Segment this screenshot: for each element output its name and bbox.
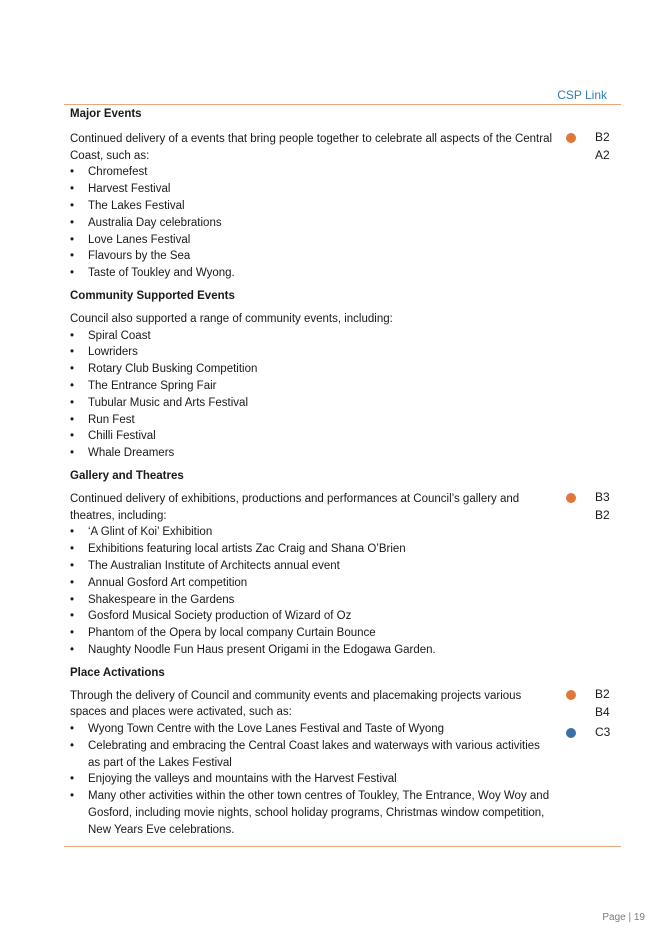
section-intro: Council also supported a range of community events, including: — [70, 312, 393, 325]
bullet-list — [70, 164, 554, 282]
section-title: Place Activations — [70, 666, 165, 679]
bullet-list — [70, 328, 554, 462]
page-number: Page | 19 — [602, 912, 645, 923]
list-item: • Chromefest — [70, 164, 554, 181]
csp-code: B2 — [595, 687, 610, 701]
list-item: • Love Lanes Festival — [70, 232, 554, 249]
csp-code: B2 — [595, 508, 610, 522]
list-item: • Taste of Toukley and Wyong. — [70, 265, 554, 282]
bullet-list — [70, 524, 554, 658]
csp-code: B3 — [595, 490, 610, 504]
list-item: • The Australian Institute of Architects annual event — [70, 558, 554, 575]
bottom-divider — [64, 846, 621, 847]
list-item: • Celebrating and embracing the Central Coast lakes and waterways with various activities as part of the Lakes Festival — [70, 738, 554, 772]
section-community-events — [70, 288, 554, 462]
list-item: • Chilli Festival — [70, 428, 554, 445]
csp-link-header: CSP Link — [557, 88, 607, 102]
section-title: Community Supported Events — [70, 289, 235, 302]
list-item: • Rotary Club Busking Competition — [70, 361, 554, 378]
list-item: • Gosford Musical Society production of Wizard of Oz — [70, 608, 554, 625]
list-item: • Flavours by the Sea — [70, 248, 554, 265]
list-item: • Harvest Festival — [70, 181, 554, 198]
csp-code: B4 — [595, 705, 610, 719]
list-item: • Australia Day celebrations — [70, 215, 554, 232]
orange-dot-icon — [566, 133, 576, 143]
list-item: • Shakespeare in the Gardens — [70, 592, 554, 609]
bullet-list — [70, 721, 554, 839]
section-title: Major Events — [70, 108, 142, 120]
section-place-activations — [70, 665, 554, 839]
main-content — [70, 104, 554, 839]
list-item: • ‘A Glint of Koi’ Exhibition — [70, 524, 554, 541]
section-gallery-theatres — [70, 468, 554, 659]
section-intro: Continued delivery of exhibitions, productions and performances at Council’s gallery and theatres, including: — [70, 492, 520, 522]
list-item: • Run Fest — [70, 412, 554, 429]
list-item: • Annual Gosford Art competition — [70, 575, 554, 592]
csp-code: B2 — [595, 130, 610, 144]
section-intro: Through the delivery of Council and community events and placemaking projects various spaces and places were activated, such as: — [70, 689, 522, 719]
orange-dot-icon — [566, 493, 576, 503]
list-item: • Exhibitions featuring local artists Zac Craig and Shana O’Brien — [70, 541, 554, 558]
list-item: • Whale Dreamers — [70, 445, 554, 462]
list-item: • Naughty Noodle Fun Haus present Origami in the Edogawa Garden. — [70, 642, 554, 659]
list-item: • Wyong Town Centre with the Love Lanes Festival and Taste of Wyong — [70, 721, 554, 738]
list-item: • Phantom of the Opera by local company Curtain Bounce — [70, 625, 554, 642]
list-item: • Spiral Coast — [70, 328, 554, 345]
list-item: • Tubular Music and Arts Festival — [70, 395, 554, 412]
list-item: • Many other activities within the other town centres of Toukley, The Entrance, Woy Woy and Gosford, including movie nights, school holiday programs, Christmas window competition, New Years Eve celebrations. — [70, 788, 554, 838]
orange-dot-icon — [566, 690, 576, 700]
csp-code: C3 — [595, 725, 611, 739]
list-item: • Lowriders — [70, 344, 554, 361]
section-title: Gallery and Theatres — [70, 469, 184, 482]
blue-dot-icon — [566, 728, 576, 738]
list-item: • The Lakes Festival — [70, 198, 554, 215]
list-item: • Enjoying the valleys and mountains with the Harvest Festival — [70, 771, 554, 788]
csp-code: A2 — [595, 148, 610, 162]
section-intro: Continued delivery of a events that bring people together to celebrate all aspects of the Central Coast, such as: — [70, 132, 553, 162]
section-major-events — [70, 106, 554, 282]
list-item: • The Entrance Spring Fair — [70, 378, 554, 395]
